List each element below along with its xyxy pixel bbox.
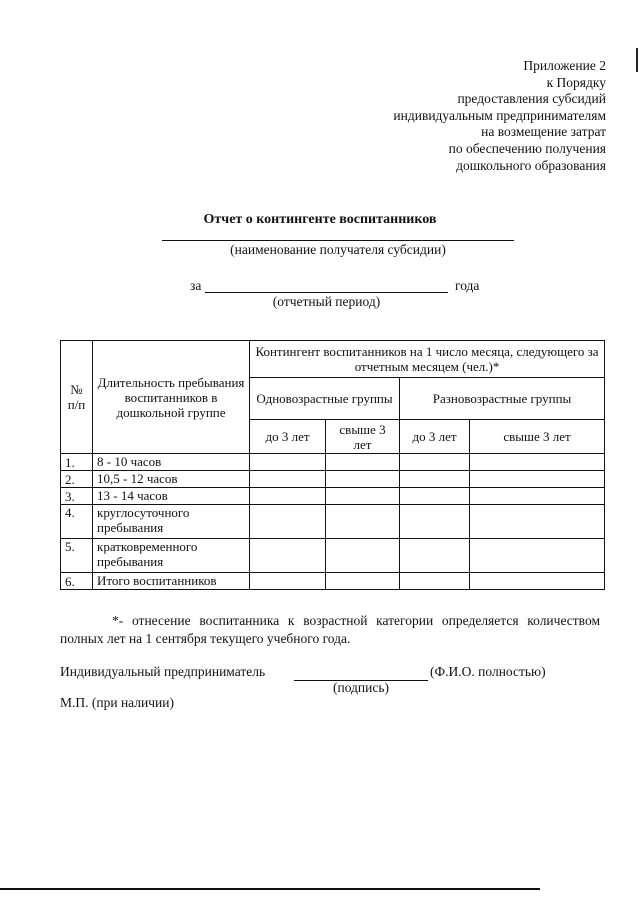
row-label: круглосуточного пребывания (93, 505, 250, 539)
header-num: № п/п (61, 341, 93, 454)
contingent-table (60, 340, 605, 590)
row-num: 6. (61, 573, 93, 590)
recipient-name-line (162, 240, 514, 241)
page-bottom-line (0, 888, 540, 890)
table-row (61, 505, 605, 539)
row-num: 3. (61, 488, 93, 505)
appendix-line: предоставления субсидий (457, 91, 606, 107)
cell-mixed-under3[interactable] (400, 573, 470, 590)
cell-mixed-under3[interactable] (400, 454, 470, 471)
cell-mixed-under3[interactable] (400, 539, 470, 573)
table-row (61, 488, 605, 505)
row-num: 2. (61, 471, 93, 488)
report-title: Отчет о контингенте воспитанников (203, 212, 437, 227)
table-row (61, 454, 605, 471)
cell-mixed-under3[interactable] (400, 505, 470, 539)
header-same-under3: до 3 лет (250, 420, 326, 454)
cell-same-under3[interactable] (250, 471, 326, 488)
row-label: Итого воспитанников (93, 573, 250, 590)
period-line (205, 292, 448, 293)
cell-same-under3[interactable] (250, 505, 326, 539)
appendix-line: на возмещение затрат (481, 124, 606, 140)
cell-same-over3[interactable] (326, 488, 400, 505)
cell-mixed-over3[interactable] (470, 454, 605, 471)
cell-same-under3[interactable] (250, 573, 326, 590)
appendix-line: Приложение 2 (523, 58, 606, 73)
header-duration: Длительность пребывания воспитанников в дошкольной группе (93, 341, 250, 454)
page-edge-mark (636, 48, 638, 72)
cell-mixed-over3[interactable] (470, 488, 605, 505)
cell-same-under3[interactable] (250, 454, 326, 471)
cell-same-over3[interactable] (326, 471, 400, 488)
cell-mixed-over3[interactable] (470, 505, 605, 539)
header-contingent: Контингент воспитанников на 1 число месяца, следующего за отчетным месяцем (чел.)* (250, 341, 605, 378)
cell-same-over3[interactable] (326, 454, 400, 471)
signature-sign-caption: (подпись) (332, 680, 390, 695)
footnote-text: *- отнесение воспитанника к возрастной категории определяется количеством полных лет на 1 сентября текущего учебного года. (60, 613, 600, 646)
header-mixed-over3: свыше 3 лет (470, 420, 605, 454)
header-mixed-age-groups: Разновозрастные группы (400, 378, 605, 420)
cell-mixed-over3[interactable] (470, 539, 605, 573)
appendix-line: дошкольного образования (456, 157, 606, 173)
period-suffix: года (455, 278, 480, 293)
appendix-line: к Порядку (546, 74, 606, 90)
cell-mixed-under3[interactable] (400, 471, 470, 488)
period-prefix: за (190, 278, 202, 293)
cell-same-over3[interactable] (326, 539, 400, 573)
row-num: 4. (61, 505, 93, 539)
row-label: кратковременного пребывания (93, 539, 250, 573)
stamp-note: М.П. (при наличии) (60, 695, 174, 710)
cell-same-under3[interactable] (250, 539, 326, 573)
cell-same-over3[interactable] (326, 573, 400, 590)
table-row (61, 539, 605, 573)
table-row (61, 471, 605, 488)
row-label: 10,5 - 12 часов (93, 471, 250, 488)
row-label: 13 - 14 часов (93, 488, 250, 505)
footnote (60, 612, 600, 648)
header-mixed-under3: до 3 лет (400, 420, 470, 454)
signature-name-caption: (Ф.И.О. полностью) (430, 664, 546, 679)
cell-same-under3[interactable] (250, 488, 326, 505)
header-same-age-groups: Одновозрастные группы (250, 378, 400, 420)
signature-role: Индивидуальный предприниматель (60, 664, 266, 679)
row-num: 5. (61, 539, 93, 573)
cell-mixed-over3[interactable] (470, 471, 605, 488)
table-row (61, 573, 605, 590)
cell-same-over3[interactable] (326, 505, 400, 539)
appendix-line: индивидуальным предпринимателям (393, 107, 606, 123)
appendix-line: по обеспечению получения (448, 140, 606, 156)
cell-mixed-over3[interactable] (470, 573, 605, 590)
appendix-header (393, 58, 606, 174)
header-same-over3: свыше 3 лет (326, 420, 400, 454)
period-caption: (отчетный период) (272, 294, 381, 309)
row-num: 1. (61, 454, 93, 471)
recipient-caption: (наименование получателя субсидии) (230, 242, 446, 257)
cell-mixed-under3[interactable] (400, 488, 470, 505)
row-label: 8 - 10 часов (93, 454, 250, 471)
